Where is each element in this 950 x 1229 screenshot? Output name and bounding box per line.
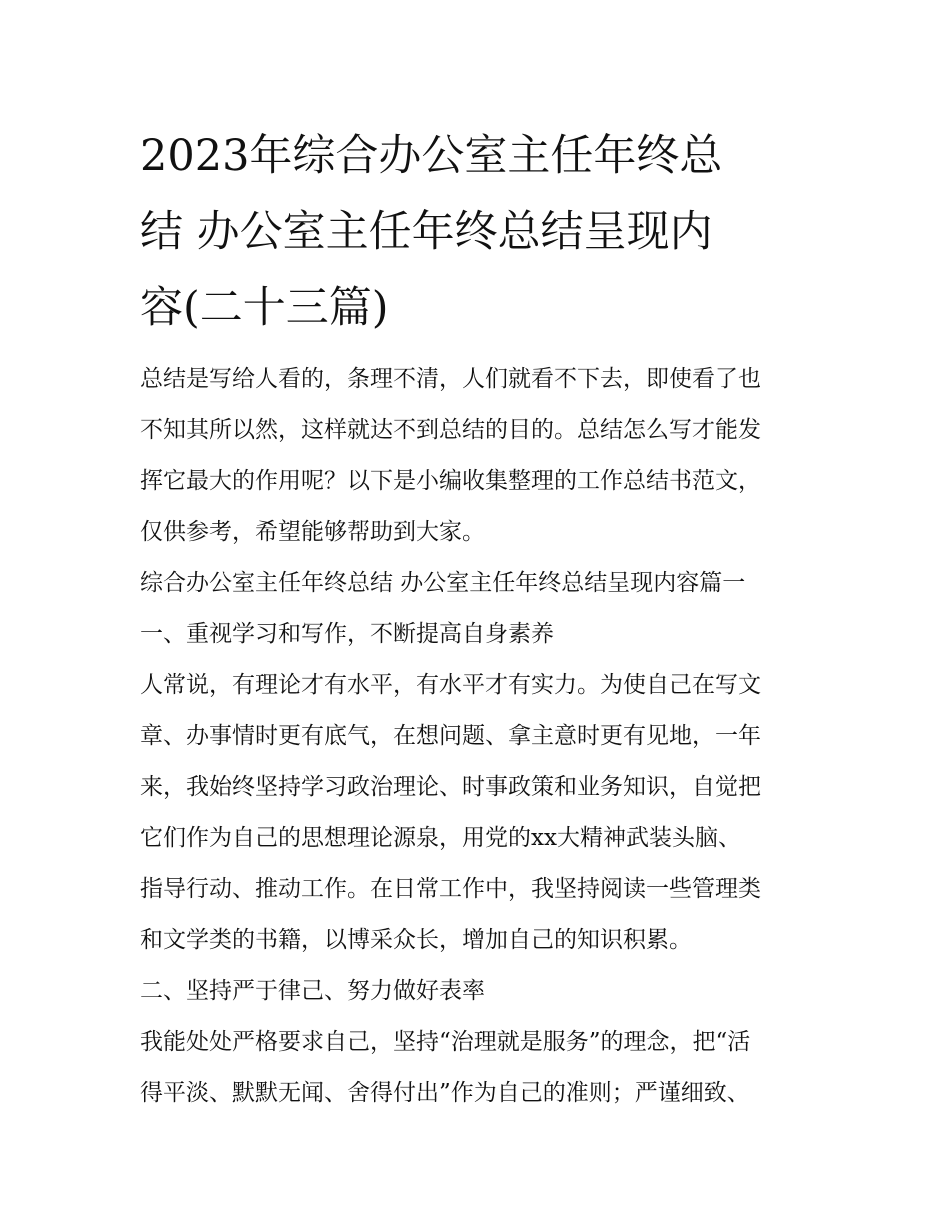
body-line-7: 人常说，有理论才有水平，有水平才有实力。为使自己在写文 (140, 672, 761, 698)
body-line-15: 得平淡、默默无闻、舍得付出”作为自己的准则；严谨细致、 (140, 1080, 750, 1106)
body-line-11: 指导行动、推动工作。在日常工作中，我坚持阅读一些管理类 (140, 876, 761, 902)
document-body (140, 354, 812, 1119)
body-line-12: 和文学类的书籍，以博采众长，增加自己的知识积累。 (140, 927, 692, 953)
title-line-3: 容(二十三篇) (140, 283, 389, 333)
body-line-4: 仅供参考，希望能够帮助到大家。 (140, 519, 485, 545)
body-line-10: 它们作为自己的思想理论源泉，用党的xx大精神武装头脑、 (140, 825, 741, 851)
title-line-2: 结 办公室主任年终总结呈现内 (140, 207, 713, 257)
section-heading-1: 一、重视学习和写作，不断提高自身素养 (140, 621, 554, 647)
section-heading-2: 二、坚持严于律己、努力做好表率 (140, 978, 485, 1004)
body-line-3: 挥它最大的作用呢？以下是小编收集整理的工作总结书范文， (140, 468, 761, 494)
body-line-14: 我能处处严格要求自己，坚持“治理就是服务”的理念，把“活 (140, 1029, 751, 1055)
body-line-8: 章、办事情时更有底气，在想问题、拿主意时更有见地，一年 (140, 723, 761, 749)
document-title (140, 118, 812, 346)
title-line-1: 2023年综合办公室主任年终总 (140, 131, 723, 181)
body-line-1: 总结是写给人看的，条理不清，人们就看不下去，即使看了也 (140, 366, 761, 392)
body-line-2: 不知其所以然，这样就达不到总结的目的。总结怎么写才能发 (140, 417, 761, 443)
section-heading-article-1: 综合办公室主任年终总结 办公室主任年终总结呈现内容篇一 (140, 570, 746, 596)
document-page (140, 118, 812, 1119)
body-line-9: 来，我始终坚持学习政治理论、时事政策和业务知识，自觉把 (140, 774, 761, 800)
